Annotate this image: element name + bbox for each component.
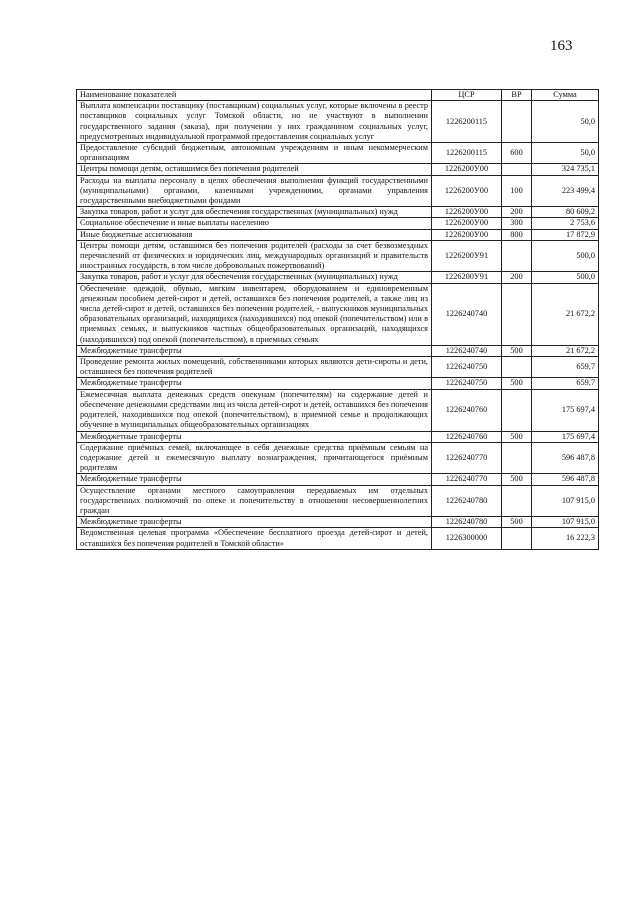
cell-vr: 500 [502, 431, 532, 442]
cell-sum: 50,0 [532, 143, 599, 164]
cell-csr: 1226240780 [432, 485, 502, 517]
cell-sum: 107 915,0 [532, 485, 599, 517]
table-row [77, 207, 599, 218]
cell-csr: 1226240760 [432, 431, 502, 442]
cell-csr: 1226300000 [432, 528, 502, 549]
cell-name: Ведомственная целевая программа «Обеспечение бесплатного проезда детей-сирот и детей, оставшихся без попечения родителей в Томской области» [77, 528, 432, 549]
cell-vr: 200 [502, 272, 532, 283]
cell-vr: 100 [502, 175, 532, 207]
table-row [77, 143, 599, 164]
table-row [77, 389, 599, 431]
cell-sum: 596 487,8 [532, 442, 599, 474]
cell-vr: 800 [502, 229, 532, 240]
cell-csr: 1226200У00 [432, 218, 502, 229]
cell-name: Ежемесячная выплата денежных средств опекунам (попечителям) на содержание детей и обеспечение денежными средствами лиц из числа детей-сирот и детей, оставшихся без попечения родителей, находившихся под опекой (попечительством), в приемной семье и продолжающих обучение в муниципальных общеобразовательных организациях [77, 389, 432, 431]
cell-vr: 500 [502, 474, 532, 485]
cell-sum: 17 872,9 [532, 229, 599, 240]
cell-vr: 200 [502, 207, 532, 218]
cell-vr [502, 240, 532, 272]
cell-csr: 1226240740 [432, 283, 502, 345]
table-row [77, 474, 599, 485]
cell-sum: 2 753,6 [532, 218, 599, 229]
cell-csr: 1226200У91 [432, 272, 502, 283]
table-row [77, 272, 599, 283]
cell-sum: 659,7 [532, 378, 599, 389]
table-row [77, 101, 599, 143]
cell-csr: 1226240770 [432, 474, 502, 485]
header-name: Наименование показателей [77, 90, 432, 101]
cell-sum: 175 697,4 [532, 431, 599, 442]
table-row [77, 485, 599, 517]
cell-vr: 500 [502, 345, 532, 356]
cell-sum: 107 915,0 [532, 517, 599, 528]
cell-name: Межбюджетные трансферты [77, 345, 432, 356]
table-row [77, 175, 599, 207]
cell-vr [502, 357, 532, 378]
cell-name: Проведение ремонта жилых помещений, собственниками которых являются дети-сироты и дети, оставшиеся без попечения родителей [77, 357, 432, 378]
cell-sum: 500,0 [532, 240, 599, 272]
cell-sum: 659,7 [532, 357, 599, 378]
cell-vr [502, 283, 532, 345]
cell-csr: 1226240740 [432, 345, 502, 356]
cell-sum: 50,0 [532, 101, 599, 143]
cell-sum: 223 499,4 [532, 175, 599, 207]
cell-vr [502, 389, 532, 431]
header-sum: Сумма [532, 90, 599, 101]
cell-vr [502, 485, 532, 517]
table-row [77, 229, 599, 240]
cell-sum: 175 697,4 [532, 389, 599, 431]
cell-name: Центры помощи детям, оставшимся без попечения родителей (расходы за счет безвозмездных перечислений от физических и юридических лиц, международных организаций и правительств иностранных государств, в том числе добровольных пожертвований) [77, 240, 432, 272]
cell-vr: 300 [502, 218, 532, 229]
table-row [77, 528, 599, 549]
cell-name: Предоставление субсидий бюджетным, автономным учреждениям и иным некоммерческим организациям [77, 143, 432, 164]
cell-csr: 1226200115 [432, 143, 502, 164]
cell-name: Расходы на выплаты персоналу в целях обеспечения выполнения функций государственными (муниципальными) органами, казенными учреждениями, органами управления государственными внебюджетными фондами [77, 175, 432, 207]
table-row [77, 442, 599, 474]
cell-name: Межбюджетные трансферты [77, 378, 432, 389]
cell-vr [502, 164, 532, 175]
cell-csr: 1226200У00 [432, 229, 502, 240]
budget-table [76, 89, 599, 550]
cell-vr [502, 101, 532, 143]
cell-csr: 1226200У00 [432, 207, 502, 218]
table-row [77, 517, 599, 528]
table-row [77, 431, 599, 442]
cell-name: Социальное обеспечение и иные выплаты населению [77, 218, 432, 229]
cell-csr: 1226200У91 [432, 240, 502, 272]
header-csr: ЦСР [432, 90, 502, 101]
cell-vr: 500 [502, 378, 532, 389]
cell-csr: 1226200У00 [432, 175, 502, 207]
cell-name: Закупка товаров, работ и услуг для обеспечения государственных (муниципальных) нужд [77, 272, 432, 283]
cell-sum: 500,0 [532, 272, 599, 283]
cell-csr: 1226200У00 [432, 164, 502, 175]
table-row [77, 283, 599, 345]
cell-sum: 16 222,3 [532, 528, 599, 549]
cell-csr: 1226240770 [432, 442, 502, 474]
cell-sum: 21 672,2 [532, 283, 599, 345]
table-row [77, 345, 599, 356]
cell-name: Межбюджетные трансферты [77, 474, 432, 485]
table-row [77, 357, 599, 378]
cell-name: Иные бюджетные ассигнования [77, 229, 432, 240]
cell-name: Закупка товаров, работ и услуг для обеспечения государственных (муниципальных) нужд [77, 207, 432, 218]
cell-vr [502, 442, 532, 474]
table-row [77, 164, 599, 175]
header-vr: ВР [502, 90, 532, 101]
cell-name: Межбюджетные трансферты [77, 431, 432, 442]
cell-csr: 1226240750 [432, 357, 502, 378]
table-row [77, 378, 599, 389]
cell-vr: 500 [502, 517, 532, 528]
cell-csr: 1226240750 [432, 378, 502, 389]
table-row [77, 240, 599, 272]
cell-csr: 1226240780 [432, 517, 502, 528]
cell-sum: 596 487,8 [532, 474, 599, 485]
cell-csr: 1226240760 [432, 389, 502, 431]
table-header-row [77, 90, 599, 101]
cell-name: Выплата компенсации поставщику (поставщикам) социальных услуг, которые включены в реестр поставщиков социальных услуг Томской области, но не участвуют в выполнении государственного задания (заказа), при получении у них гражданином социальных услуг, предусмотренных индивидуальной программой предоставления социальных услуг [77, 101, 432, 143]
page-number: 163 [550, 38, 573, 54]
cell-name: Содержание приёмных семей, включающее в себя денежные средства приёмным семьям на содержание детей и ежемесячную выплату вознаграждения, причитающегося приёмным родителям [77, 442, 432, 474]
cell-name: Межбюджетные трансферты [77, 517, 432, 528]
cell-vr [502, 528, 532, 549]
cell-name: Центры помощи детям, оставшимся без попечения родителей [77, 164, 432, 175]
cell-sum: 80 609,2 [532, 207, 599, 218]
cell-sum: 21 672,2 [532, 345, 599, 356]
table-row [77, 218, 599, 229]
cell-sum: 324 735,1 [532, 164, 599, 175]
cell-name: Обеспечение одеждой, обувью, мягким инвентарем, оборудованием и единовременным денежным пособием детей-сирот и детей, оставшихся без попечения родителей, а также лиц из числа детей-сирот и детей, оставшихся без попечения родителей, - выпускников муниципальных образовательных организаций, находящихся (находившихся) под опекой (попечительством) или в приемных семьях, и выпускников частных общеобразовательных организаций, находящихся (находившихся) под опекой (попечительством), в приемных семьях [77, 283, 432, 345]
cell-csr: 1226200115 [432, 101, 502, 143]
cell-name: Осуществление органами местного самоуправления передаваемых им отдельных государственных полномочий по опеке и попечительству в отношении несовершеннолетних граждан [77, 485, 432, 517]
cell-vr: 600 [502, 143, 532, 164]
